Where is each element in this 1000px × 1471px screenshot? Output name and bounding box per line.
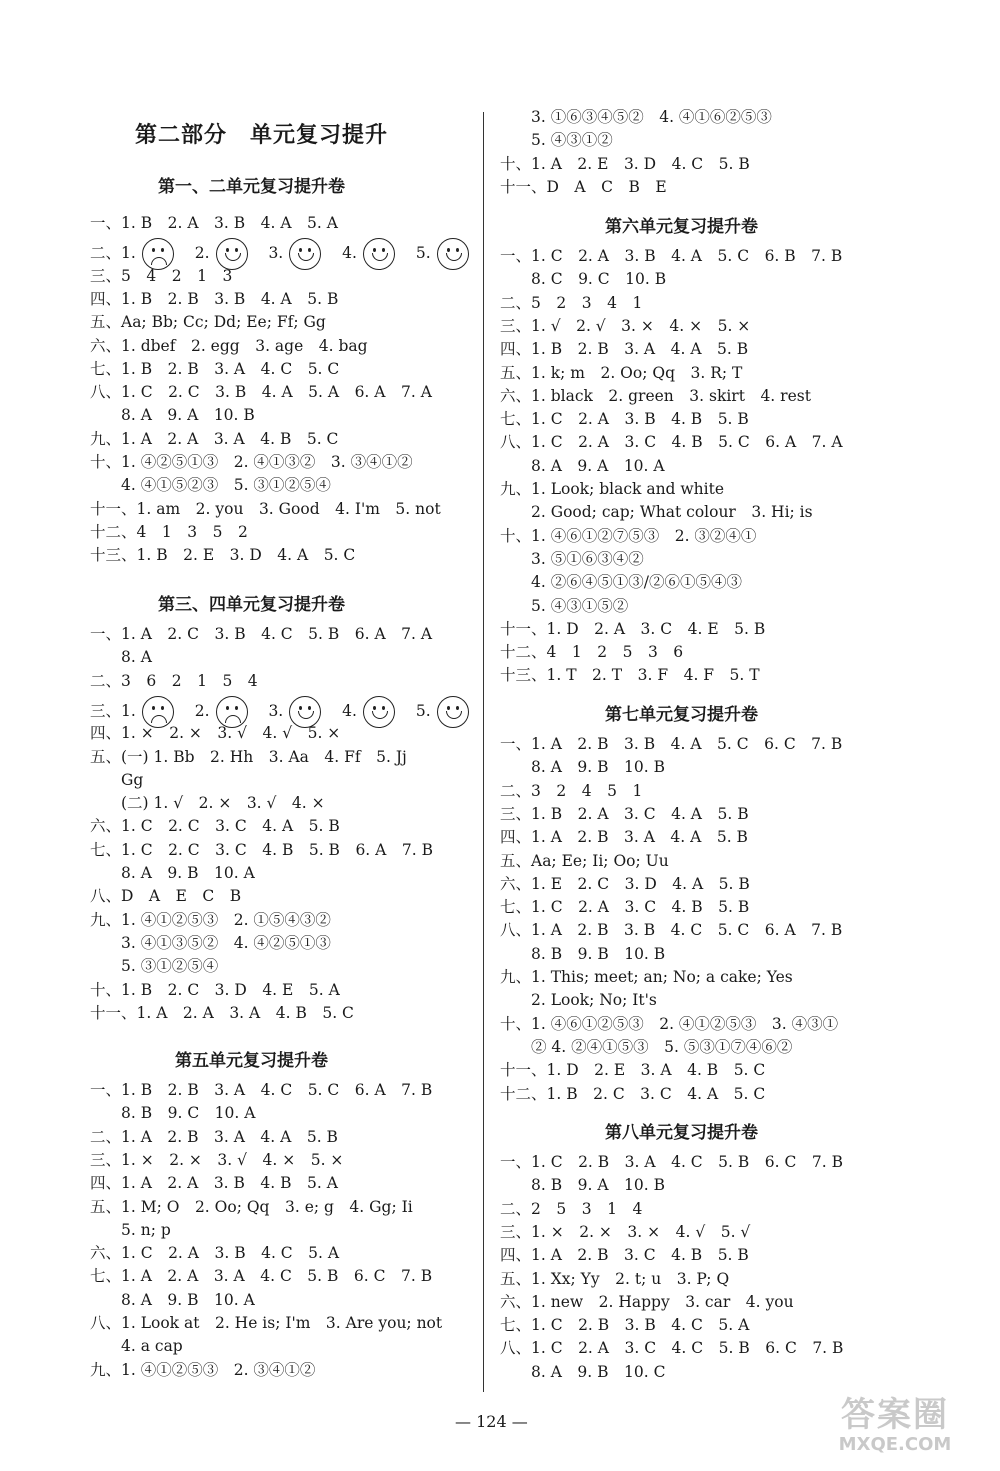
answer-line: 七、1. C 2. A 3. B 4. B 5. B bbox=[500, 410, 749, 429]
answer-line: 一、1. C 2. B 3. A 4. C 5. B 6. C 7. B bbox=[500, 1153, 843, 1171]
answer-line: 六、1. C 2. C 3. C 4. A 5. B bbox=[90, 817, 340, 836]
answer-line: 二、3 6 2 1 5 4 bbox=[90, 671, 258, 690]
face-icon bbox=[437, 696, 469, 728]
answer-line: 8. C 9. C 10. B bbox=[500, 270, 667, 289]
answer-line: 5. ④③①⑤② bbox=[500, 596, 629, 615]
answer-line: 8. B 9. A 10. B bbox=[500, 1176, 665, 1195]
answer-line: 5. ④③①② bbox=[500, 131, 613, 150]
answer-line: 2. Look; No; It's bbox=[500, 991, 657, 1010]
answer-line: 8. A 9. A 10. A bbox=[500, 456, 665, 475]
section-title-unit6: 第六单元复习提升卷 bbox=[605, 217, 758, 237]
answer-line: 三、5 4 2 1 3 bbox=[90, 266, 233, 285]
answer-line: 三、1. × 2. × 3. × 4. √ 5. √ bbox=[500, 1222, 751, 1241]
answer-line: 五、Aa; Bb; Cc; Dd; Ee; Ff; Gg bbox=[90, 313, 326, 332]
answer-line: 五、1. Xx; Yy 2. t; u 3. P; Q bbox=[500, 1269, 730, 1288]
answer-line: 六、1. new 2. Happy 3. car 4. you bbox=[500, 1292, 794, 1311]
answer-line: 4. ④①⑤②③ 5. ③①②⑤④ bbox=[90, 476, 331, 495]
answer-line: 十三、1. B 2. E 3. D 4. A 5. C bbox=[90, 546, 356, 565]
section-title-unit7: 第七单元复习提升卷 bbox=[605, 705, 758, 725]
watermark-logo bbox=[800, 1395, 990, 1465]
answer-line: 一、1. A 2. C 3. B 4. C 5. B 6. A 7. A bbox=[90, 625, 433, 643]
answer-line: 8. A bbox=[90, 648, 152, 667]
answer-line: 十一、1. A 2. A 3. A 4. B 5. C bbox=[90, 1003, 354, 1022]
face-icon bbox=[437, 238, 469, 270]
answer-line: 十、1. A 2. E 3. D 4. C 5. B bbox=[500, 154, 750, 173]
answer-line: 8. A 9. A 10. B bbox=[90, 406, 255, 425]
answer-line: 5. ③①②⑤④ bbox=[90, 957, 219, 976]
answer-line: 七、1. C 2. A 3. C 4. B 5. B bbox=[500, 898, 750, 917]
answer-line: 八、1. C 2. A 3. C 4. C 5. B 6. C 7. B bbox=[500, 1339, 844, 1358]
answer-line: 七、1. C 2. C 3. C 4. B 5. B 6. A 7. B bbox=[90, 840, 433, 859]
answer-line: 二、1. 2. 3. 4. 5. bbox=[90, 236, 475, 270]
answer-line: 一、1. B 2. A 3. B 4. A 5. A bbox=[90, 214, 338, 232]
answer-line: 4. a cap bbox=[90, 1337, 183, 1356]
section-title-unit5: 第五单元复习提升卷 bbox=[175, 1051, 328, 1071]
answer-line: Gg bbox=[90, 770, 144, 789]
answer-line: 2. Good; cap; What colour 3. Hi; is bbox=[500, 503, 813, 522]
section-title-unit1-2: 第一、二单元复习提升卷 bbox=[158, 177, 345, 197]
answer-line: 八、1. C 2. C 3. B 4. A 5. A 6. A 7. A bbox=[90, 383, 432, 402]
watermark-url: MXQE.COM bbox=[838, 1434, 952, 1455]
answer-line: 六、1. E 2. C 3. D 4. A 5. B bbox=[500, 874, 750, 893]
page-number: — 124 — bbox=[455, 1412, 528, 1431]
answer-line: 5. n; p bbox=[90, 1220, 171, 1239]
answer-line: 十、1. ④②⑤①③ 2. ④①③② 3. ③④①② bbox=[90, 453, 413, 471]
answer-line: 五、(一) 1. Bb 2. Hh 3. Aa 4. Ff 5. Jj bbox=[90, 747, 407, 766]
answer-line: 十一、D A C B E bbox=[500, 177, 667, 196]
answer-line: 十一、1. am 2. you 3. Good 4. I'm 5. not bbox=[90, 499, 441, 518]
answer-line: 3. ①⑥③④⑤② 4. ④①⑥②⑤③ bbox=[500, 108, 772, 126]
answer-line: 二、5 2 3 4 1 bbox=[500, 293, 643, 312]
answer-line: 八、1. A 2. B 3. B 4. C 5. C 6. A 7. B bbox=[500, 921, 843, 940]
answer-line: (二) 1. √ 2. × 3. √ 4. × bbox=[90, 794, 325, 813]
answer-line: 九、1. ④①②⑤③ 2. ①⑤④③② bbox=[90, 910, 331, 929]
answer-line: 8. B 9. B 10. B bbox=[500, 944, 666, 963]
answer-line: 四、1. A 2. B 3. A 4. A 5. B bbox=[500, 828, 748, 847]
face-icon bbox=[363, 238, 395, 270]
answer-line: 六、1. dbef 2. egg 3. age 4. bag bbox=[90, 336, 368, 355]
answer-line: 九、1. This; meet; an; No; a cake; Yes bbox=[500, 968, 793, 986]
answer-line: 一、1. B 2. B 3. A 4. C 5. C 6. A 7. B bbox=[90, 1081, 433, 1099]
answer-line: 六、1. C 2. A 3. B 4. C 5. A bbox=[90, 1244, 340, 1263]
answer-line: 8. A 9. B 10. A bbox=[90, 864, 255, 882]
answer-line: 七、1. B 2. B 3. A 4. C 5. C bbox=[90, 359, 340, 378]
answer-line: 七、1. A 2. A 3. A 4. C 5. B 6. C 7. B bbox=[90, 1267, 433, 1286]
answer-line: 一、1. A 2. B 3. B 4. A 5. C 6. C 7. B bbox=[500, 735, 843, 753]
answer-line: 三、1. √ 2. √ 3. × 4. × 5. × bbox=[500, 316, 751, 335]
answer-line: 七、1. C 2. B 3. B 4. C 5. A bbox=[500, 1316, 750, 1335]
answer-line: 4. ②⑥④⑤①③/②⑥①⑤④③ bbox=[500, 573, 742, 592]
section-title-unit8: 第八单元复习提升卷 bbox=[605, 1123, 758, 1143]
answer-line: 3. ⑤①⑥③④② bbox=[500, 549, 644, 568]
answer-line: 十、1. ④⑥①②⑦⑤③ 2. ③②④① bbox=[500, 526, 757, 545]
answer-line: 8. A 9. B 10. B bbox=[500, 758, 665, 777]
answer-line: 九、1. ④①②⑤③ 2. ③④①② bbox=[90, 1360, 316, 1379]
column-divider bbox=[483, 112, 484, 1392]
answer-line: 八、D A E C B bbox=[90, 887, 242, 906]
answer-line: ② 4. ②④①⑤③ 5. ⑤③①⑦④⑥② bbox=[500, 1037, 793, 1056]
answer-line: 九、1. A 2. A 3. A 4. B 5. C bbox=[90, 429, 339, 448]
answer-line: 十二、4 1 3 5 2 bbox=[90, 522, 248, 541]
answer-line: 四、1. A 2. A 3. B 4. B 5. A bbox=[90, 1174, 338, 1193]
part-title: 第二部分 单元复习提升 bbox=[135, 123, 389, 148]
answer-line: 一、1. C 2. A 3. B 4. A 5. C 6. B 7. B bbox=[500, 247, 843, 265]
answer-line: 四、1. A 2. B 3. C 4. B 5. B bbox=[500, 1246, 749, 1265]
answer-line: 十、1. B 2. C 3. D 4. E 5. A bbox=[90, 980, 340, 999]
answer-line: 五、1. M; O 2. Oo; Qq 3. e; g 4. Gg; Ii bbox=[90, 1197, 413, 1216]
answer-line: 十、1. ④⑥①②⑤③ 2. ④①②⑤③ 3. ④③① bbox=[500, 1014, 839, 1033]
answer-line: 八、1. C 2. A 3. C 4. B 5. C 6. A 7. A bbox=[500, 433, 843, 452]
answer-line: 十二、1. B 2. C 3. C 4. A 5. C bbox=[500, 1084, 766, 1103]
section-title-unit3-4: 第三、四单元复习提升卷 bbox=[158, 595, 345, 615]
answer-line: 六、1. black 2. green 3. skirt 4. rest bbox=[500, 386, 811, 405]
watermark-text: 答案圈 bbox=[841, 1395, 949, 1435]
answer-line: 四、1. B 2. B 3. A 4. A 5. B bbox=[500, 340, 749, 359]
answer-line: 五、1. k; m 2. Oo; Qq 3. R; T bbox=[500, 363, 743, 382]
answer-line: 二、3 2 4 5 1 bbox=[500, 781, 643, 800]
answer-line: 四、1. × 2. × 3. √ 4. √ 5. × bbox=[90, 724, 341, 743]
answer-line: 九、1. Look; black and white bbox=[500, 480, 725, 498]
answer-line: 二、1. A 2. B 3. A 4. A 5. B bbox=[90, 1127, 338, 1146]
answer-line: 三、1. 2. 3. 4. 5. bbox=[90, 694, 475, 728]
answer-line: 8. A 9. B 10. C bbox=[500, 1362, 666, 1381]
face-icon bbox=[289, 238, 321, 270]
answer-line: 五、Aa; Ee; Ii; Oo; Uu bbox=[500, 851, 669, 870]
answer-line: 3. ④①③⑤② 4. ④②⑤①③ bbox=[90, 933, 331, 952]
answer-line: 8. A 9. B 10. A bbox=[90, 1290, 255, 1309]
answer-line: 八、1. Look at 2. He is; I'm 3. Are you; not bbox=[90, 1314, 443, 1332]
answer-line: 三、1. × 2. × 3. √ 4. × 5. × bbox=[90, 1150, 344, 1169]
answer-line: 8. B 9. C 10. A bbox=[90, 1104, 256, 1123]
answer-line: 十一、1. D 2. E 3. A 4. B 5. C bbox=[500, 1061, 766, 1080]
answer-line: 十二、4 1 2 5 3 6 bbox=[500, 643, 684, 662]
answer-line: 十一、1. D 2. A 3. C 4. E 5. B bbox=[500, 619, 766, 638]
answer-line: 四、1. B 2. B 3. B 4. A 5. B bbox=[90, 289, 339, 308]
answer-line: 三、1. B 2. A 3. C 4. A 5. B bbox=[500, 804, 749, 823]
answer-line: 二、2 5 3 1 4 bbox=[500, 1199, 643, 1218]
face-icon bbox=[363, 696, 395, 728]
answer-line: 十三、1. T 2. T 3. F 4. F 5. T bbox=[500, 666, 760, 685]
